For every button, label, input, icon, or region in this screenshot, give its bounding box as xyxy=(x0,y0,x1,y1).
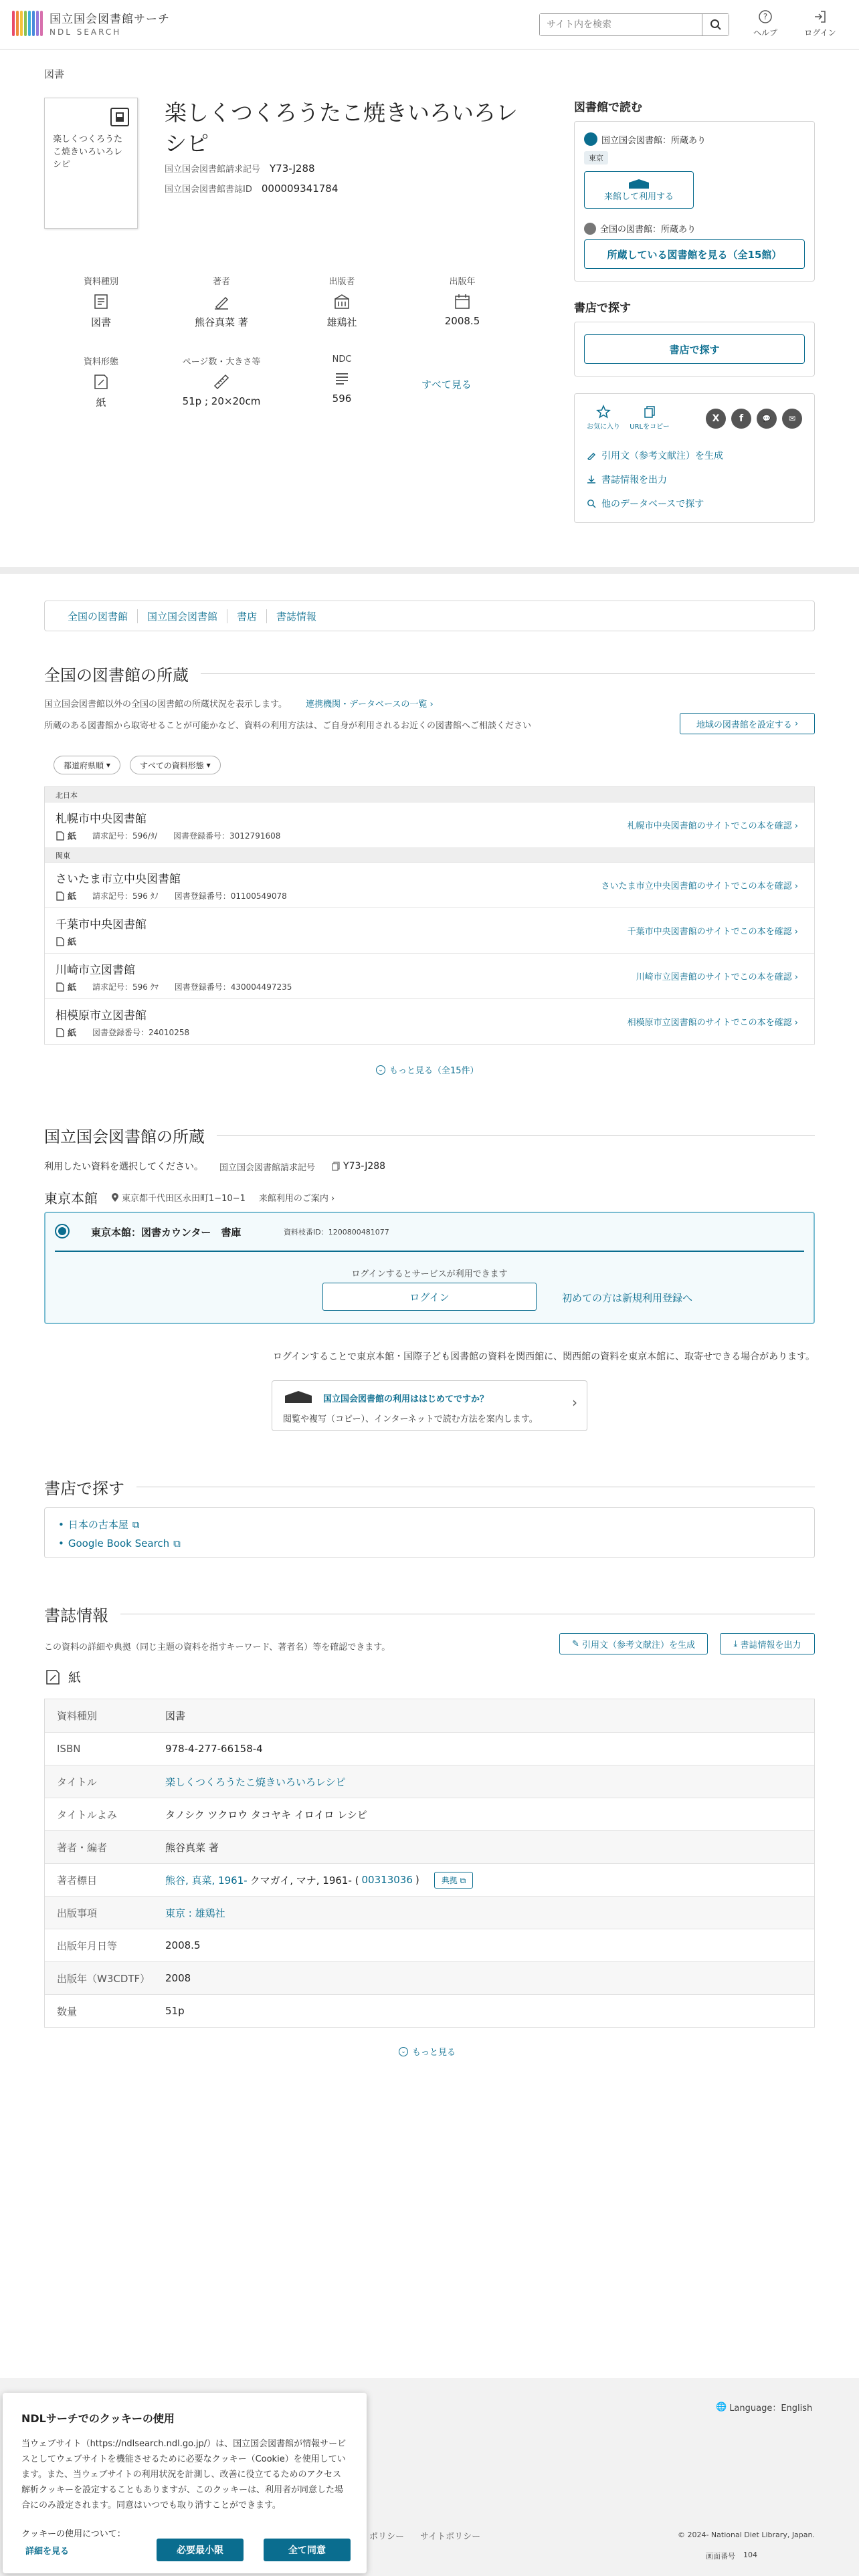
library-call-number: 請求記号：596 ﾀﾉ xyxy=(92,891,159,901)
library-list xyxy=(44,786,815,1045)
logo-title: 国立国会図書館サーチ xyxy=(50,13,170,26)
copyright: © 2024- National Diet Library, Japan. xyxy=(677,2531,815,2539)
meta-publisher xyxy=(285,274,399,329)
material-form-label: 紙 xyxy=(68,938,77,948)
library-call-number: 請求記号：596/ﾀ/ xyxy=(92,831,158,841)
biblio-section-header xyxy=(44,1602,815,1626)
meta-ruler xyxy=(165,354,278,407)
show-more-libraries-label: もっと見る（全15件） xyxy=(389,1066,479,1076)
library-site-link[interactable]: さいたま市立中央図書館のサイトでこの本を確認 › xyxy=(601,881,798,891)
library-icon xyxy=(584,223,596,235)
meta-calendar xyxy=(405,274,519,327)
library-details xyxy=(56,935,76,948)
footer-site-policy-link[interactable]: サイトポリシー xyxy=(420,2532,481,2542)
tab-link[interactable]: 書誌情報 xyxy=(266,609,326,623)
store-panel xyxy=(574,298,815,377)
building-icon xyxy=(628,179,650,189)
biblio-desc: この資料の詳細や典拠（同じ主題の資料を指すキーワード、著者名）等を確認できます。 xyxy=(44,1642,391,1652)
biblio-row xyxy=(45,1863,814,1896)
star-icon xyxy=(596,405,611,419)
authority-label: 典拠 xyxy=(441,1875,458,1885)
ruler-icon xyxy=(212,372,231,391)
meta-value: 紙 xyxy=(96,397,106,409)
holding-divider xyxy=(55,1251,804,1252)
material-form-label: 紙 xyxy=(68,832,77,842)
store-box xyxy=(574,322,815,377)
screen-number-label: 画面番号 xyxy=(706,2552,735,2561)
author-icon xyxy=(212,292,231,311)
author-heading-link[interactable]: 熊谷, 真菜, 1961- xyxy=(165,1874,248,1887)
show-more-biblio[interactable] xyxy=(399,2045,456,2058)
logo-bar xyxy=(12,11,15,36)
building-icon xyxy=(283,1390,314,1404)
first-time-guide-card[interactable] xyxy=(272,1380,587,1431)
language-icon: 🌐 xyxy=(716,2402,727,2412)
book-icon xyxy=(110,108,129,126)
login-button[interactable]: ログイン xyxy=(322,1283,537,1311)
biblio-value: 熊谷真菜 著 xyxy=(165,1841,219,1854)
biblio-key: 出版事項 xyxy=(57,1907,98,1919)
biblio-value-link[interactable]: 東京 : 雄鶏社 xyxy=(165,1907,225,1919)
partner-db-list-link[interactable]: 連携機関・データベースの一覧 › xyxy=(305,700,434,710)
biblio-value-cell xyxy=(165,1743,814,1755)
store-link-kosho-label: 日本の古本屋 xyxy=(68,1519,128,1531)
external-link-icon: ⧉ xyxy=(173,1537,181,1549)
logo-bar xyxy=(16,11,19,36)
book-thumbnail xyxy=(44,98,138,229)
footer-policy-link[interactable]: ポリシー xyxy=(369,2532,405,2542)
language-switch[interactable] xyxy=(716,2401,812,2413)
region-header: 北日本 xyxy=(45,787,814,802)
quote-icon xyxy=(587,451,596,460)
biblio-value: 2008.5 xyxy=(165,1939,201,1951)
meta-paper xyxy=(44,354,158,409)
store-link-google[interactable]: • Google Book Search ⧉ xyxy=(58,1537,181,1549)
search-button[interactable] xyxy=(702,14,729,35)
map-pin-icon xyxy=(111,1193,119,1202)
download-icon xyxy=(587,475,596,484)
biblio-value-cell xyxy=(165,1840,814,1854)
logo-mark xyxy=(12,11,43,36)
ndc-icon xyxy=(332,370,351,389)
library-details xyxy=(56,829,280,842)
library-reg-number: 図書登録番号：24010258 xyxy=(92,1028,190,1037)
holding-location: 東京本館：図書カウンター 書庫 xyxy=(91,1226,242,1239)
ndl-call-number[interactable] xyxy=(331,1161,385,1172)
email-share-icon[interactable]: ✉ xyxy=(782,409,802,429)
login-icon xyxy=(813,9,828,24)
partner-db-list-label: 連携機関・データベースの一覧 xyxy=(305,700,427,710)
language-label: Language：English xyxy=(729,2403,813,2413)
library-name: 相模原市立図書館 xyxy=(56,1009,147,1023)
biblio-key: 資料種別 xyxy=(57,1710,98,1722)
ndl-select-line xyxy=(44,1160,385,1173)
biblio-value-cell xyxy=(165,2005,814,2017)
meta-label: 出版者 xyxy=(328,277,355,287)
library-name: さいたま市立中央図書館 xyxy=(56,873,181,886)
generate-citation-label: 引用文（参考文献注）を生成 xyxy=(601,451,723,461)
biblio-row xyxy=(45,1929,814,1961)
ndl-holding-card[interactable] xyxy=(44,1212,815,1324)
store-section-header xyxy=(44,1475,815,1499)
national-desc-text: 国立国会図書館以外の全国の図書館の所蔵状況を表示します。 xyxy=(44,700,287,710)
ndl-logo-icon xyxy=(584,132,597,146)
prefecture-sort-select[interactable]: 都道府県順 ▾ xyxy=(54,756,120,774)
library-details xyxy=(56,980,292,993)
cookie-body: 当ウェブサイト（https://ndlsearch.ndl.go.jp/）は、国立国会図書館が情報サービスとしてウェブサイトを機能させるために必要なクッキー（Cookie）を使用しています。また、当ウェブサイトの利用状況を計測し、改善に役立てるためのアクセス解析クッキーを設定することもありますが、このクッキーは、利用者が同意した場合にのみ設定されます。同意はいつでも取り消すことができます。 xyxy=(21,2439,347,2510)
biblio-row xyxy=(45,1830,814,1863)
library-name: 川崎市立図書館 xyxy=(56,964,135,977)
set-region-button[interactable]: 地域の図書館を設定する › xyxy=(680,713,815,734)
visit-library-button[interactable] xyxy=(584,171,694,209)
branch-address xyxy=(111,1191,246,1204)
biblio-key: 著者・編者 xyxy=(57,1841,108,1854)
store-link-google-label: Google Book Search xyxy=(68,1537,170,1549)
register-link[interactable]: 初めての方は新規利用登録へ xyxy=(562,1292,693,1304)
national-status xyxy=(584,222,696,235)
read-at-library-panel xyxy=(574,98,815,282)
tab-link[interactable]: 国立国会図書館 xyxy=(137,609,227,623)
national-desc-2: 所蔵のある図書館から取寄せることが可能かなど、資料の利用方法は、ご自身が利用されるお近くの図書館へご相談ください xyxy=(44,721,532,731)
biblio-value-cell xyxy=(165,1808,814,1822)
meta-label: 出版年 xyxy=(449,277,476,287)
material-form xyxy=(56,829,76,842)
external-link-icon: ⧉ xyxy=(132,1518,140,1531)
biblio-key: 数量 xyxy=(57,2005,78,2018)
biblio-value-cell xyxy=(165,1972,814,1984)
library-row xyxy=(45,953,814,998)
meta-label: 資料形態 xyxy=(83,357,118,367)
tab-link[interactable]: 全国の図書館 xyxy=(68,610,128,623)
meta-label: NDC xyxy=(332,354,352,364)
ndl-status xyxy=(584,132,706,146)
holding-material-id: 資料枝番ID：1200800481077 xyxy=(284,1228,389,1237)
help-button[interactable] xyxy=(745,9,785,38)
biblio-value: タノシク ツクロウ タコヤキ イロイロ レシピ xyxy=(165,1808,367,1821)
ndl-call-value: Y73-J288 xyxy=(343,1161,386,1172)
national-holdings-title: 全国の図書館の所蔵 xyxy=(44,662,815,685)
guide-subtitle: 閲覧や複写（コピー）、インターネットで読む方法を案内します。 xyxy=(283,1414,538,1424)
read-at-library-title: 図書館で読む xyxy=(574,101,642,114)
biblio-key: ISBN xyxy=(57,1743,81,1755)
cookie-about: クッキーの使用について： xyxy=(21,2529,126,2539)
bib-id-line xyxy=(165,182,338,195)
ndl-select-text: 利用したい資料を選択してください。 xyxy=(44,1162,203,1172)
library-reg-number: 図書登録番号：01100549078 xyxy=(174,891,287,901)
author-id-close: ) xyxy=(415,1874,419,1886)
search-input[interactable] xyxy=(540,14,702,35)
x-share-icon[interactable]: X xyxy=(706,409,726,429)
meta-label: 資料種別 xyxy=(83,277,118,287)
logo-bar xyxy=(36,11,39,36)
library-row xyxy=(45,907,814,953)
author-id-link[interactable]: 00313036 xyxy=(361,1874,413,1886)
biblio-value-cell xyxy=(165,1709,814,1723)
biblio-form-heading xyxy=(44,1668,81,1686)
svg-text:?: ? xyxy=(763,12,768,21)
set-region-label: 地域の図書館を設定する xyxy=(696,720,792,730)
biblio-value-cell xyxy=(165,1872,814,1889)
material-form xyxy=(56,935,76,948)
show-more-libraries[interactable] xyxy=(376,1063,479,1076)
store-links-box xyxy=(44,1507,815,1558)
cookie-title: NDLサーチでのクッキーの使用 xyxy=(21,2412,175,2425)
screen-number-value: 104 xyxy=(743,2551,757,2559)
search-icon xyxy=(587,499,596,508)
library-row xyxy=(45,802,814,847)
author-heading-reading: クマガイ, マナ, 1961- ( xyxy=(250,1874,359,1887)
show-more-biblio-label: もっと見る xyxy=(412,2048,456,2058)
calendar-icon xyxy=(453,292,472,311)
library-site-link[interactable]: 川崎市立図書館のサイトでこの本を確認 › xyxy=(636,972,798,982)
library-site-link[interactable]: 千葉市中央図書館のサイトでこの本を確認 › xyxy=(627,927,798,937)
meta-value: 熊谷真菜 著 xyxy=(195,316,248,328)
screen-number xyxy=(706,2551,757,2561)
biblio-key: 著者標目 xyxy=(57,1874,98,1887)
branch-name: 東京本館 xyxy=(44,1190,98,1206)
copy-icon xyxy=(642,405,657,419)
library-name: 千葉市中央図書館 xyxy=(56,918,147,932)
ndl-call-label: 国立国会図書館請求記号 xyxy=(219,1162,316,1173)
biblio-row xyxy=(45,1961,814,1994)
favorite-label: お気に入り xyxy=(587,423,620,431)
material-form-label: 紙 xyxy=(68,983,77,993)
national-status-text: 全国の図書館：所蔵あり xyxy=(600,225,696,235)
chevron-down-icon: ⌄ xyxy=(399,2047,408,2056)
material-type-filter-label: すべての資料形態 xyxy=(140,760,204,770)
authority-button[interactable]: 典拠 ⧉ xyxy=(434,1872,473,1889)
library-reg-number: 図書登録番号：430004497235 xyxy=(174,982,292,992)
biblio-key: タイトル xyxy=(57,1776,97,1788)
logo-bar xyxy=(24,11,27,36)
biblio-row xyxy=(45,1896,814,1929)
facebook-share-icon[interactable]: f xyxy=(731,409,751,429)
bib-id-label: 国立国会図書館書誌ID xyxy=(165,185,252,195)
library-status-box xyxy=(574,121,815,282)
biblio-table xyxy=(44,1699,815,2028)
visit-guide-link[interactable]: 来館利用のご案内 › xyxy=(258,1194,335,1204)
biblio-value-cell xyxy=(165,1939,814,1951)
region-header: 関東 xyxy=(45,847,814,862)
login-note: ログインするとサービスが利用できます xyxy=(351,1269,508,1279)
biblio-value: 図書 xyxy=(165,1710,186,1722)
national-desc-1 xyxy=(44,697,434,710)
site-logo[interactable] xyxy=(12,9,170,37)
meta-label: 著者 xyxy=(212,277,230,287)
cookie-accept-all-button[interactable]: 全て同意 xyxy=(264,2539,351,2561)
meta-value: 51p ; 20×20cm xyxy=(182,395,261,407)
section-divider xyxy=(0,567,859,574)
generate-citation-btn-label: 引用文（参考文献注）を生成 xyxy=(582,1640,696,1650)
meta-value: 雄鶏社 xyxy=(326,316,357,328)
export-biblio-label: 書誌情報を出力 xyxy=(601,475,667,486)
biblio-value-cell xyxy=(165,1775,814,1789)
national-holdings-header xyxy=(44,662,815,685)
transfer-note: ログインすることで東京本館・国際子ども図書館の資料を関西館に、関西館の資料を東京本館に、取寄せできる場合があります。 xyxy=(272,1352,815,1362)
share-tools-box xyxy=(574,393,815,523)
copy-icon xyxy=(331,1162,341,1171)
biblio-value: 51p xyxy=(165,2005,185,2017)
logo-bar xyxy=(40,11,43,36)
site-header xyxy=(0,0,859,49)
page-title: 楽しくつくろうたこ焼きいろいろレシピ xyxy=(165,100,518,156)
tab-link[interactable]: 書店 xyxy=(227,609,266,623)
material-form-label: 紙 xyxy=(68,892,77,902)
meta-value: 図書 xyxy=(90,316,111,328)
generate-citation-link[interactable] xyxy=(587,449,723,462)
paper-icon xyxy=(44,1669,62,1686)
section-tabs xyxy=(44,601,815,631)
material-form xyxy=(56,980,76,993)
library-name: 札幌市中央図書館 xyxy=(56,813,147,826)
logo-bar xyxy=(32,11,35,36)
biblio-key: 出版年（W3CDTF） xyxy=(57,1972,151,1985)
logo-subtitle: NDL SEARCH xyxy=(50,27,122,37)
paper-icon xyxy=(92,372,110,391)
library-row xyxy=(45,862,814,907)
store-panel-title: 書店で探す xyxy=(574,302,631,315)
export-biblio-btn-label: 書誌情報を出力 xyxy=(740,1640,801,1650)
line-share-icon[interactable]: 💬 xyxy=(757,409,777,429)
view-holding-libraries-button[interactable]: 所蔵している図書館を見る（全15館） xyxy=(584,239,805,269)
publisher-icon xyxy=(332,292,351,311)
site-search xyxy=(539,13,729,36)
library-site-link[interactable]: 札幌市中央図書館のサイトでこの本を確認 › xyxy=(627,821,798,831)
biblio-row xyxy=(45,1798,814,1830)
biblio-row xyxy=(45,1699,814,1732)
biblio-value: 2008 xyxy=(165,1972,191,1984)
prefecture-sort-label: 都道府県順 xyxy=(64,760,104,770)
library-site-link-label: 札幌市中央図書館のサイトでこの本を確認 xyxy=(627,821,792,831)
item-meta-grid xyxy=(44,262,526,423)
other-db-link[interactable] xyxy=(587,497,704,510)
cookie-consent-dialog xyxy=(3,2393,367,2573)
find-in-store-button[interactable]: 書店で探す xyxy=(584,334,805,364)
call-number-line xyxy=(165,162,315,175)
cookie-details-link[interactable]: 詳細を見る xyxy=(25,2547,70,2557)
biblio-row xyxy=(45,1732,814,1765)
login-label: ログイン xyxy=(804,28,836,37)
logo-bar xyxy=(28,11,31,36)
tokyo-badge: 東京 xyxy=(584,151,608,165)
biblio-key: タイトルよみ xyxy=(57,1808,117,1821)
meta-author xyxy=(165,274,278,329)
library-site-link-label: さいたま市立中央図書館のサイトでこの本を確認 xyxy=(601,881,792,891)
biblio-value-cell xyxy=(165,1906,814,1920)
login-header-button[interactable] xyxy=(800,9,840,38)
visit-guide-label: 来館利用のご案内 xyxy=(258,1194,328,1204)
search-icon xyxy=(710,19,722,31)
branch-address-text: 東京都千代田区永田町1−10−1 xyxy=(122,1194,246,1204)
ndl-status-text: 国立国会図書館：所蔵あり xyxy=(601,135,706,146)
library-reg-number: 図書登録番号：3012791608 xyxy=(173,831,281,841)
biblio-value-link[interactable]: 楽しくつくろうたこ焼きいろいろレシピ xyxy=(165,1776,346,1788)
meta-value: 596 xyxy=(332,393,352,405)
biblio-value: 978-4-277-66158-4 xyxy=(165,1743,263,1755)
call-number-label: 国立国会図書館請求記号 xyxy=(165,165,261,175)
store-section-title: 書店で探す xyxy=(44,1475,815,1499)
guide-title: 国立国会図書館の利用ははじめてですか？ xyxy=(323,1394,489,1404)
generate-citation-button[interactable]: ✎ 引用文（参考文献注）を生成 xyxy=(559,1633,708,1654)
library-details xyxy=(56,889,287,902)
biblio-row xyxy=(45,1994,814,2027)
bib-id-value: 000009341784 xyxy=(261,183,339,195)
library-details xyxy=(56,1026,189,1039)
chevron-down-icon: ⌄ xyxy=(376,1065,385,1075)
biblio-section-title: 書誌情報 xyxy=(44,1602,815,1626)
material-type-filter[interactable]: すべての資料形態 ▾ xyxy=(130,756,221,774)
favorite-button[interactable] xyxy=(587,405,620,431)
copy-url-button[interactable] xyxy=(630,405,670,431)
copy-url-label: URLをコピー xyxy=(630,423,670,431)
call-number-value: Y73-J288 xyxy=(270,163,315,175)
chevron-right-icon: › xyxy=(572,1394,577,1410)
meta-label: ページ数・大きさ等 xyxy=(182,357,261,367)
library-site-link-label: 川崎市立図書館のサイトでこの本を確認 xyxy=(636,972,792,982)
help-label: ヘルプ xyxy=(753,28,777,37)
library-call-number: 請求記号：596 ｸﾏ xyxy=(92,982,159,992)
material-form xyxy=(56,1026,76,1039)
material-form-label: 紙 xyxy=(68,1029,77,1039)
library-site-link-label: 千葉市中央図書館のサイトでこの本を確認 xyxy=(627,927,792,937)
biblio-form-label: 紙 xyxy=(68,1671,82,1685)
library-site-link-label: 相模原市立図書館のサイトでこの本を確認 xyxy=(627,1018,792,1028)
material-type-icon xyxy=(92,292,110,311)
biblio-key: 出版年月日等 xyxy=(57,1939,118,1952)
library-site-link[interactable]: 相模原市立図書館のサイトでこの本を確認 › xyxy=(627,1018,798,1028)
logo-bar xyxy=(20,11,23,36)
export-biblio-link[interactable] xyxy=(587,473,667,486)
visit-library-label: 来館して利用する xyxy=(603,191,674,202)
holding-radio[interactable] xyxy=(55,1224,70,1239)
meta-material-type xyxy=(44,274,158,329)
material-form xyxy=(56,889,76,902)
ndl-holdings-header xyxy=(44,1123,815,1147)
library-row xyxy=(45,998,814,1044)
export-biblio-button[interactable]: ⤓ 書誌情報を出力 xyxy=(720,1633,815,1654)
meta-value: 2008.5 xyxy=(444,315,480,327)
store-link-kosho[interactable]: • 日本の古本屋 ⧉ xyxy=(58,1518,140,1531)
see-all-meta-link[interactable]: すべて見る xyxy=(421,379,472,391)
other-db-label: 他のデータベースで探す xyxy=(601,499,704,510)
ndl-holdings-title: 国立国会図書館の所蔵 xyxy=(44,1123,815,1147)
item-category: 図書 xyxy=(44,68,65,80)
thumbnail-title: 楽しくつくろうたこ焼きいろいろレシピ xyxy=(53,134,123,170)
footer-links xyxy=(369,2529,480,2542)
meta-ndc xyxy=(285,354,399,405)
help-icon xyxy=(758,9,773,24)
biblio-row xyxy=(45,1765,814,1798)
branch-line xyxy=(44,1188,335,1207)
cookie-necessary-button[interactable]: 必要最小限 xyxy=(157,2539,244,2561)
